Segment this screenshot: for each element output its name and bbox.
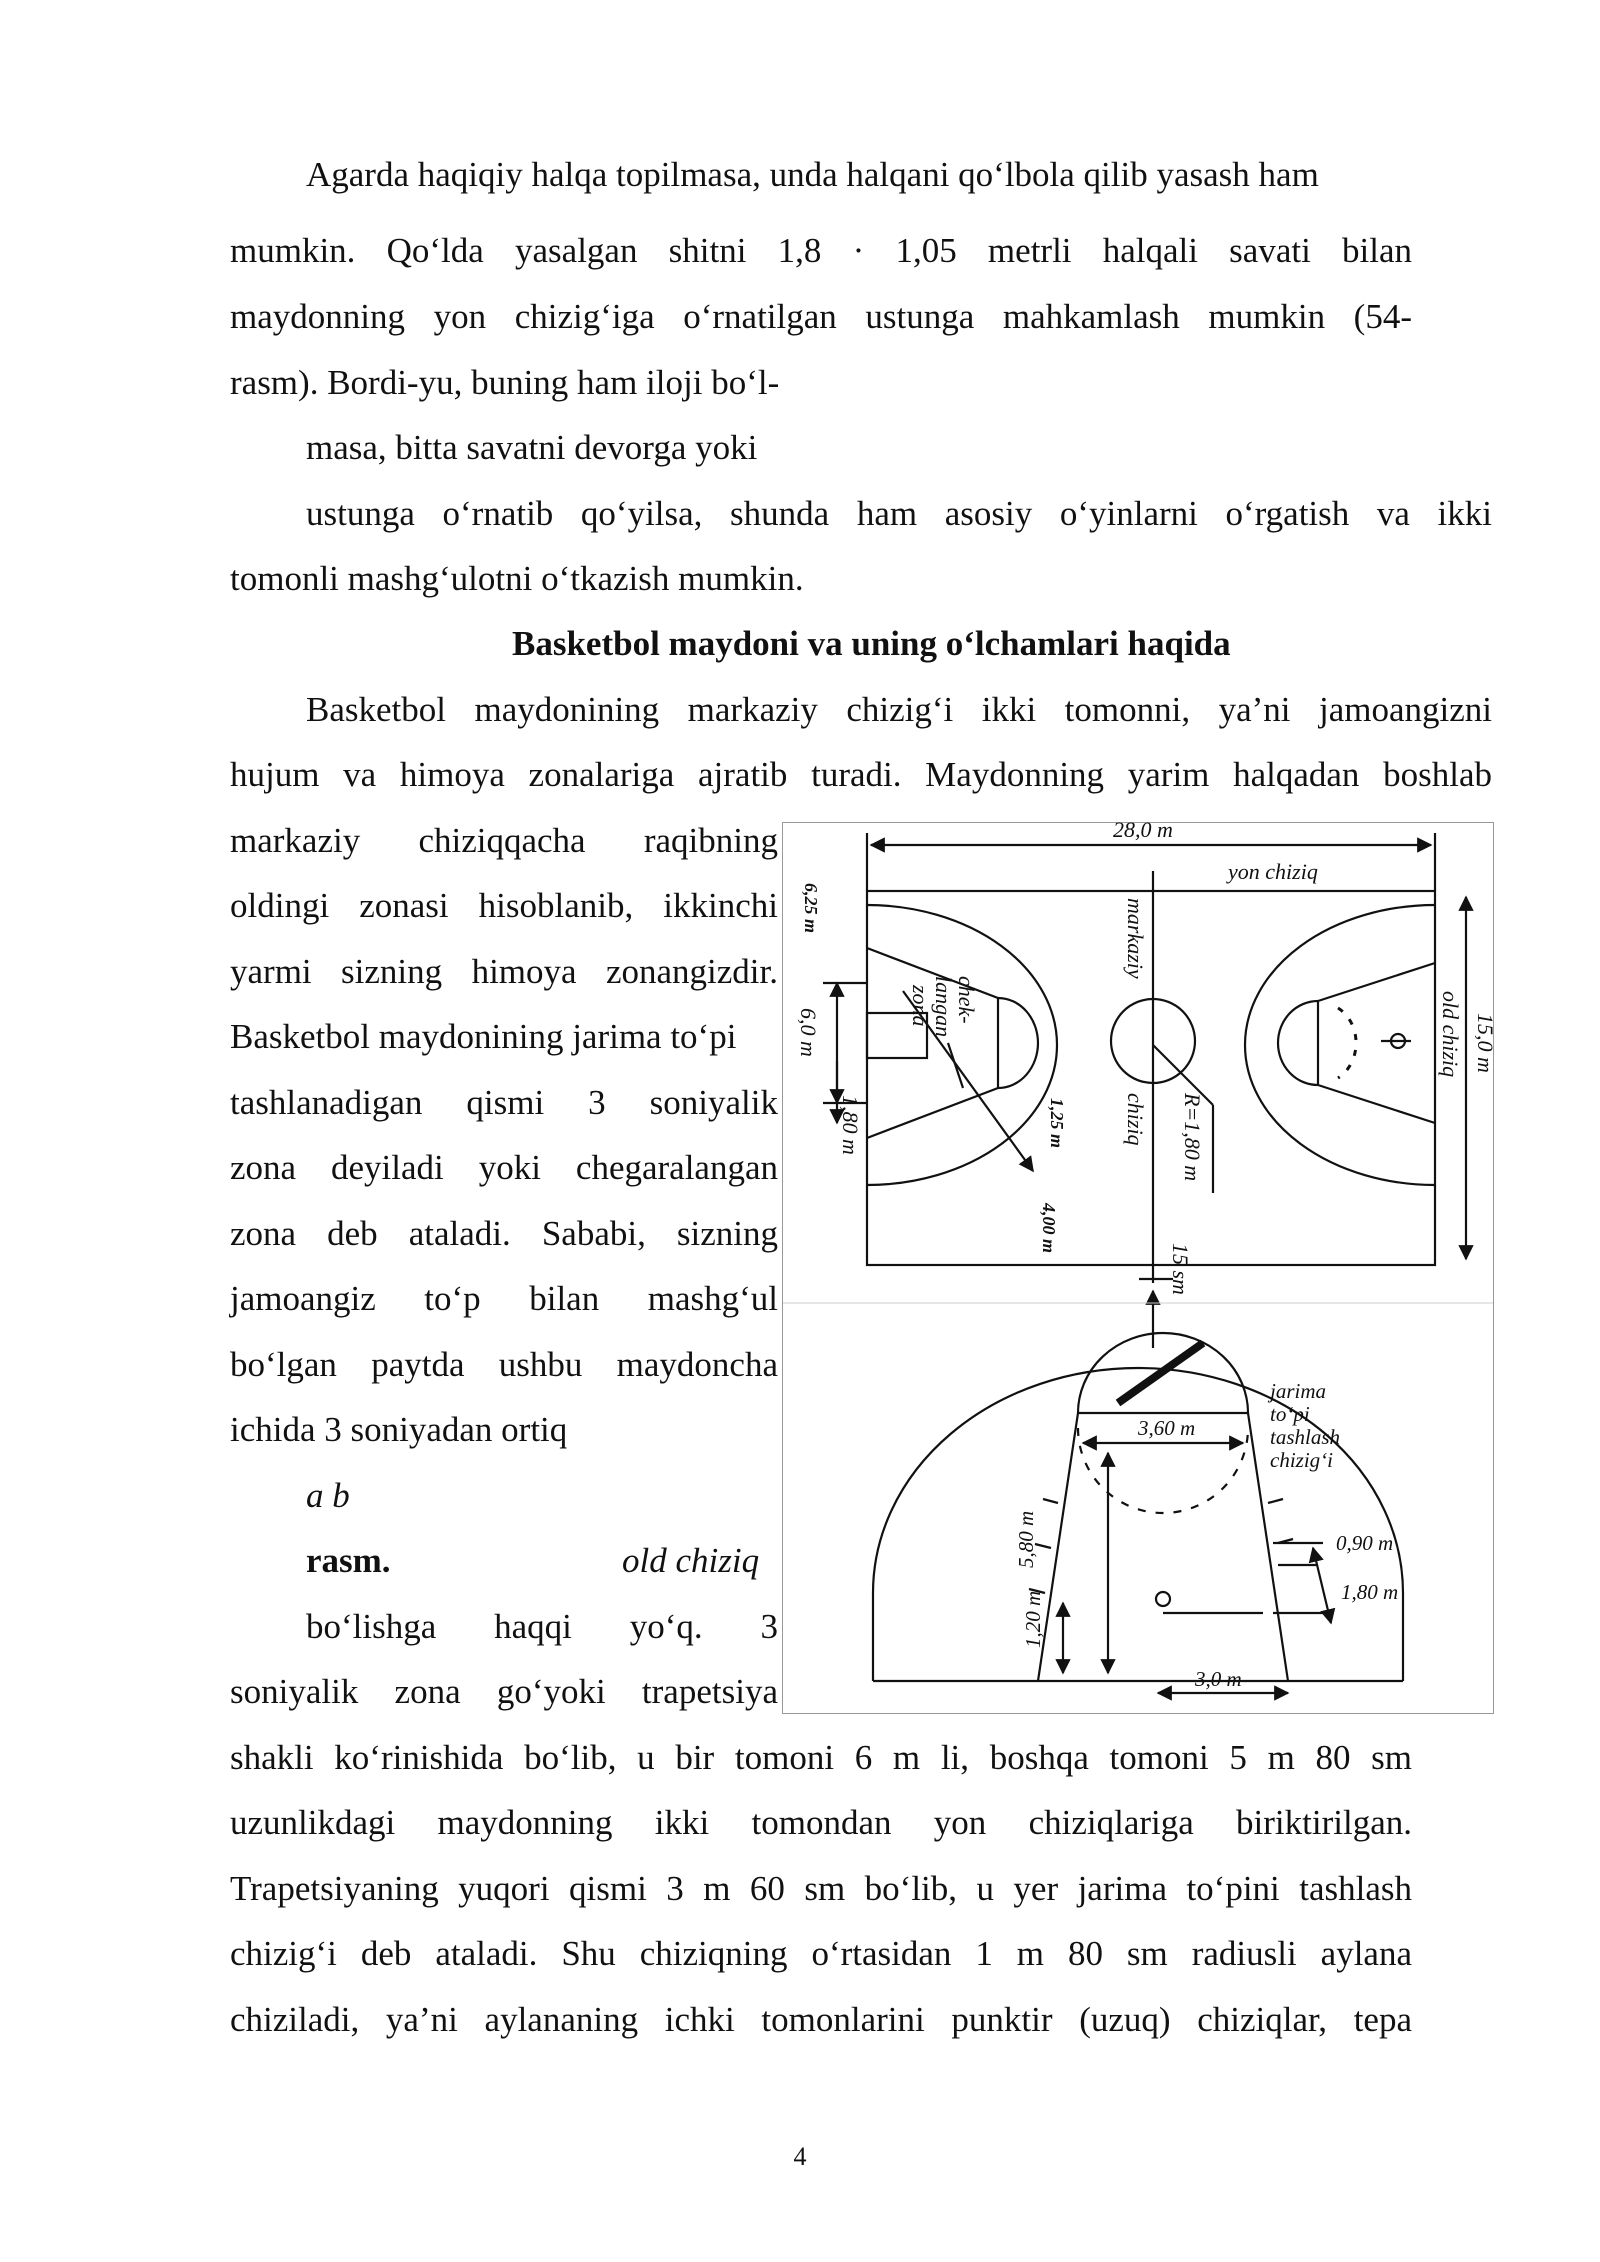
para2-line6: Basketbol maydonining jarima to‘pi	[230, 1017, 737, 1056]
label-scribble-a: 6,25 m	[801, 883, 821, 934]
label-30: 3,0 m	[1195, 1667, 1242, 1691]
label-580: 5,80 m	[1014, 1510, 1038, 1568]
label-scribble-b: 1,25 m	[1047, 1098, 1067, 1149]
label-court-length: 28,0 m	[1113, 817, 1173, 842]
para3-line5: chiziladi, ya’ni aylananing ichki tomonlarini punktir (uzuq) chiziqlar, tepa	[230, 2000, 1412, 2039]
para1-line7: tomonli mashg‘ulotni o‘tkazish mumkin.	[230, 559, 804, 598]
figure-caption-ab: a b	[306, 1476, 350, 1515]
para1-line2: mumkin. Qo‘lda yasalgan shitni 1,8 · 1,05 metrli halqali savati bilan	[230, 231, 1412, 270]
para3-line4: chizig‘i deb ataladi. Shu chiziqning o‘rtasidan 1 m 80 sm radiusli aylana	[230, 1934, 1412, 1973]
label-scribble-c: 4,00 m	[1039, 1203, 1059, 1254]
para1-line1: Agarda haqiqiy halqa topilmasa, unda halqani qo‘lbola qilib yasash ham	[306, 155, 1319, 194]
label-radius: R=1,80 m	[1180, 1093, 1205, 1182]
court-boundary	[867, 891, 1435, 1265]
para2-line8: zona deyiladi yoki chegaralangan	[230, 1148, 778, 1187]
para3-line3: Trapetsiyaning yuqori qismi 3 m 60 sm bo‘lib, u yer jarima to‘pini tashlash	[230, 1869, 1412, 1908]
label-zone-chek: chek-	[954, 976, 979, 1024]
label-dist-180: 1,80 m	[838, 1095, 863, 1155]
label-markaziy: markaziy	[1123, 898, 1148, 979]
label-chiziq: chiziq	[1123, 1093, 1148, 1146]
para2-line11: bo‘lgan paytda ushbu maydoncha	[230, 1345, 778, 1384]
para2-line12: ichida 3 soniyadan ortiq	[230, 1410, 568, 1449]
page-number: 4	[793, 2142, 807, 2171]
para2-line14: soniyalik zona go‘yoki trapetsiya	[230, 1672, 778, 1711]
court-diagram	[783, 817, 1498, 1713]
para1-line4: rasm). Bordi-yu, buning ham iloji bo‘l-	[230, 363, 780, 402]
section-heading: Basketbol maydoni va uning o‘lchamlari haqida	[512, 624, 1231, 663]
basketball-court-figure	[782, 817, 1498, 1714]
para2-line2: hujum va himoya zonalariga ajratib turadi. Maydonning yarim halqadan boshlab	[230, 755, 1492, 794]
para1-line3: maydonning yon chizig‘iga o‘rnatilgan ustunga mahkamlash mumkin (54-	[230, 297, 1412, 336]
label-jarima-1: jarima	[1270, 1379, 1327, 1403]
para2-line10: jamoangiz to‘p bilan mashg‘ul	[230, 1279, 778, 1318]
para2-line4: oldingi zonasi hisoblanib, ikkinchi	[230, 886, 778, 925]
para2-line3: markaziy chiziqqacha raqibning	[230, 821, 778, 860]
label-jarima-2: to‘pi	[1270, 1402, 1310, 1426]
label-360: 3,60 m	[1138, 1416, 1196, 1440]
figure-caption-old-chiziq: old chiziq	[622, 1541, 760, 1580]
para2-line13: bo‘lishga haqqi yo‘q. 3	[306, 1607, 778, 1646]
label-15sm: 15 sm	[1168, 1243, 1193, 1295]
label-yon-chiziq: yon chiziq	[1228, 859, 1318, 884]
para3-line1: shakli ko‘rinishida bo‘lib, u bir tomoni 6 m li, boshqa tomoni 5 m 80 sm	[230, 1738, 1412, 1777]
label-old-chiziq: old chiziq	[1438, 991, 1463, 1078]
label-120: 1,20 m	[1021, 1590, 1045, 1648]
para2-line5: yarmi sizning himoya zonangizdir.	[230, 952, 778, 991]
para2-line7: tashlanadigan qismi 3 soniyalik	[230, 1083, 778, 1122]
para1-line6: ustunga o‘rnatib qo‘yilsa, shunda ham asosiy o‘yinlarni o‘rgatish va ikki	[306, 494, 1492, 533]
label-jarima-3: tashlash	[1270, 1425, 1341, 1449]
label-width-15: 15,0 m	[1473, 1013, 1498, 1073]
label-090: 0,90 m	[1336, 1531, 1394, 1555]
label-width-6: 6,0 m	[796, 1008, 821, 1057]
label-zone-langan: langan	[931, 976, 956, 1038]
label-jarima-4: chizig‘i	[1270, 1448, 1333, 1472]
para2-line1: Basketbol maydonining markaziy chizig‘i ikki tomonni, ya’ni jamoangizni	[306, 690, 1492, 729]
label-zone-zona: zona	[908, 985, 933, 1027]
label-180b: 1,80 m	[1341, 1580, 1399, 1604]
para2-line9: zona deb ataladi. Sababi, sizning	[230, 1214, 778, 1253]
para1-line5: masa, bitta savatni devorga yoki	[306, 428, 758, 467]
para3-line2: uzunlikdagi maydonning ikki tomondan yon chiziqlariga biriktirilgan.	[230, 1803, 1412, 1842]
figure-caption-rasm: rasm.	[306, 1541, 391, 1580]
